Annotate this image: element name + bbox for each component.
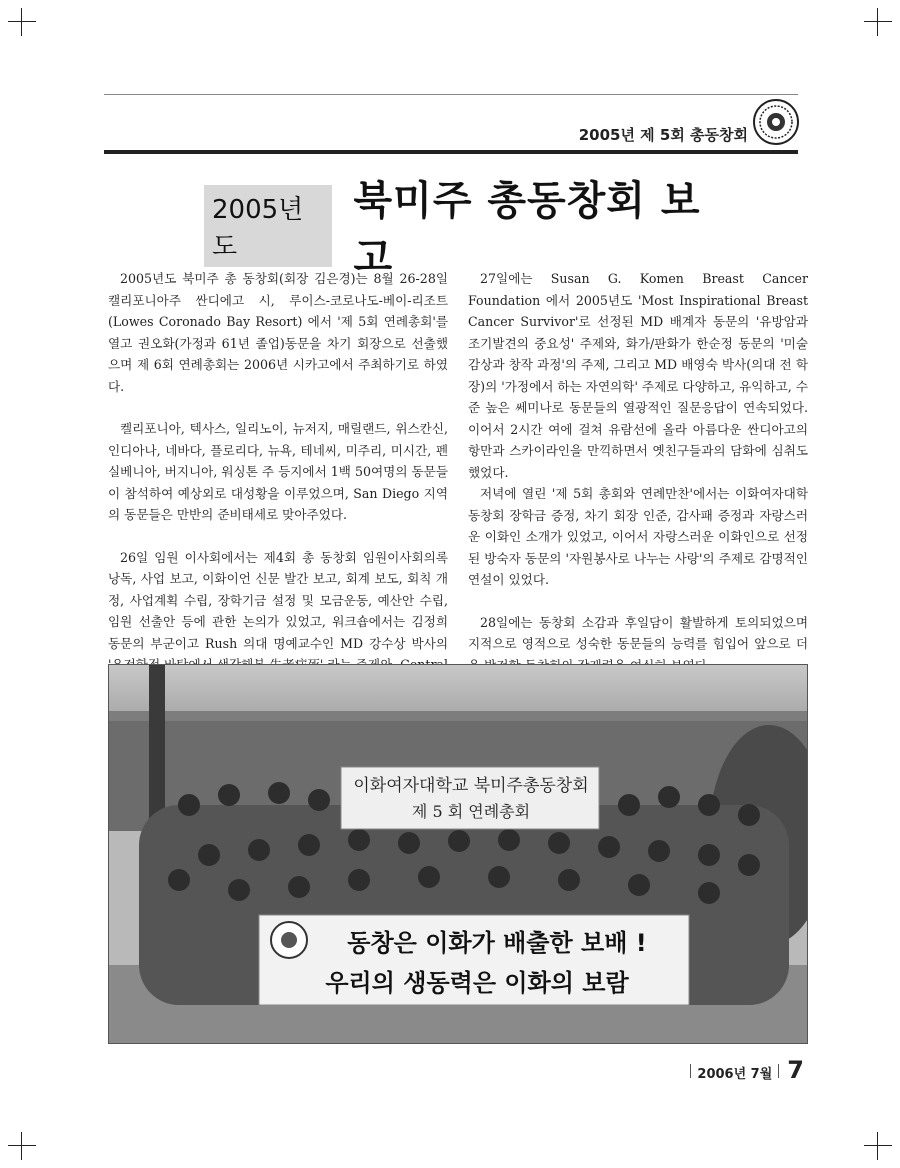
paragraph: 2005년도 북미주 총 동창회(회장 김은경)는 8월 26-28일 캘리포니아주 싼디에고 시, 루이스-코로나도-베이-리조트 (Lowes Coronado Bay Resort) 에서 '제 5회 연례총회'를 열고 권오화(가정과 61년 졸업)동문을 차기 회장으로 선출했으며 제 6회 연례총회는 2006년 시카고에서 주최하기로 하였다.	[108, 271, 448, 394]
ewha-seal-icon	[752, 98, 800, 146]
left-column	[108, 268, 448, 719]
paragraph: 켈리포니아, 텍사스, 일리노이, 뉴저지, 매릴랜드, 위스칸신, 인디아나, 네바다, 플로리다, 뉴욕, 테네씨, 미주리, 미시간, 펜실베니아, 버지니아, 워싱톤 주 등지에서 1백 50여명의 동문들이 참석하여 예상외로 대성황을 이루었으며, San Diego 지역의 동문들은 만반의 준비태세로 맞아주었다.	[108, 421, 448, 522]
footer-divider	[778, 1064, 779, 1078]
footer-divider	[690, 1064, 691, 1078]
crop-mark	[864, 8, 892, 36]
paragraph: 27일에는 Susan G. Komen Breast Cancer Foundation 에서 2005년도 'Most Inspirational Breast Cancer Survivor'로 선정된 MD 배계자 동문의 '유방암과 조기발견의 중요성' 주제와, 화가/판화가 한순정 동문의 '미술감상과 창작 과정'의 주제, 그리고 MD 배영숙 박사(의대 전 학장)의 '가정에서 하는 자연의학' 주제로 다양하고, 유익하고, 수준 높은 쎄미나로 동문들의 열광적인 질문응답이 연속되었다. 이어서 2시간 여에 걸쳐 유람선에 올라 아름다운 싼디아고의 항만과 스카이라인을 만끽하면서 옛친구들과의 담화에 심취도 했었다.	[468, 271, 808, 480]
paragraph: 저녁에 열린 '제 5회 총회와 연례만찬'에서는 이화여자대학 동창회 장학금 증정, 차기 회장 인준, 감사패 증정과 자랑스러운 이화인 소개가 있었고, 이어서 자랑스러운 이화인으로 선정된 방숙자 동문의 '자원봉사로 나누는 사랑'의 주제로 감명적인 연설이 있었다.	[468, 486, 808, 587]
banner-top-line1: 이화여자대학교 북미주총동창회	[353, 776, 589, 796]
running-title: 2005년 제 5회 총동창회	[578, 126, 748, 144]
header-bottom-rule	[104, 150, 798, 154]
page-footer	[684, 1056, 804, 1084]
right-column	[468, 268, 808, 719]
paragraph: 26일 임원 이사회에서는 제4회 총 동창회 임원이사회의록 낭독, 사업 보고, 이화이언 신문 발간 보고, 회계 보도, 회칙 개정, 사업계획 수립, 장학기금 설정 및 모금운동, 예산안 수립, 임원 선출안 등에 관한 논의가 있었고, 워크숍에서는 김정희 동문의 부군이고 Rush 의대 명예교수인 MD 강수상 박사의	[108, 549, 448, 651]
crop-mark	[864, 1132, 892, 1160]
page-number: 7	[787, 1056, 804, 1084]
footer-date: 2006년 7월	[697, 1067, 773, 1082]
banner-top-line2: 제 5 회 연례총회	[411, 802, 531, 821]
group-photo	[108, 664, 808, 1044]
banner-bottom-line2: 우리의 생동력은 이화의 보람	[325, 969, 629, 997]
title-main: 북미주 총동창회 보고	[353, 178, 701, 281]
title-year-tag: 2005년도	[204, 185, 332, 267]
article-title	[204, 178, 724, 281]
paragraph: 28일에는 동창회 소감과 후일담이 활발하게 토의되었으며 지적으로 영적으로 성숙한 동문들의 능력를 힘입어 앞으로 더	[468, 614, 808, 651]
header-top-rule	[104, 94, 798, 95]
crop-mark	[8, 1132, 36, 1160]
banner-bottom-line1: 동창은 이화가 배출한 보배 !	[347, 929, 647, 957]
crop-mark	[8, 8, 36, 36]
